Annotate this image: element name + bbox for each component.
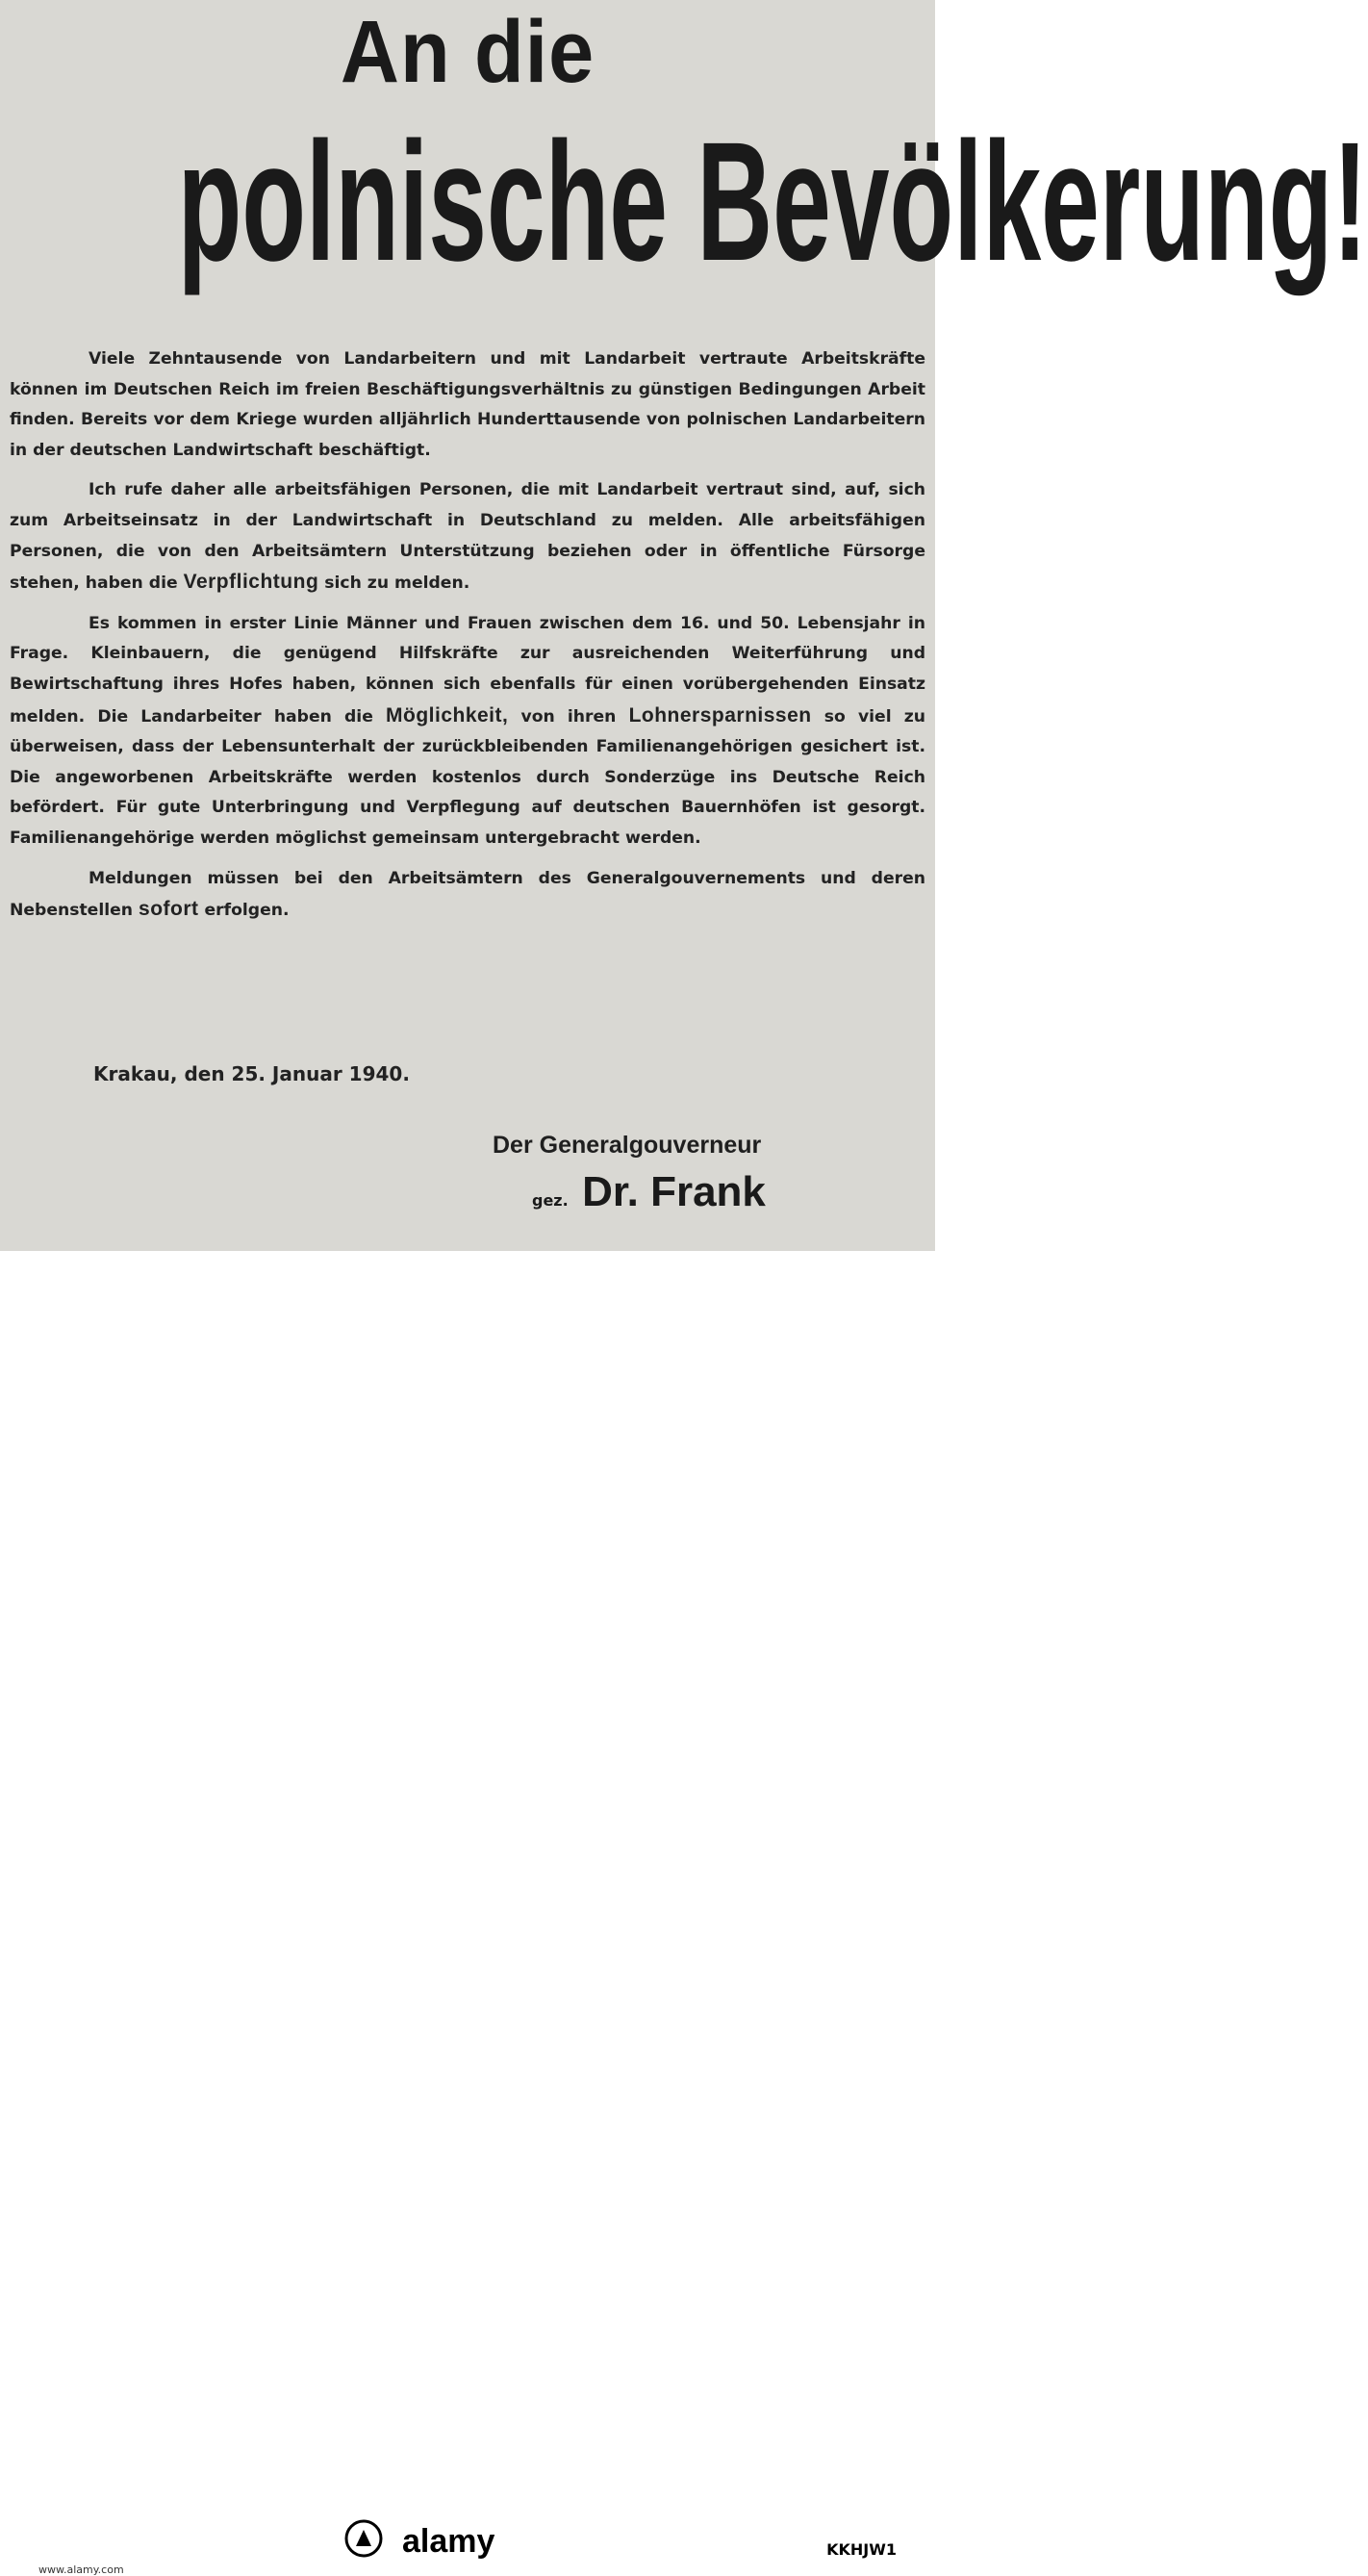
body-paragraph [10,609,925,854]
paragraph-text: sich zu melden. [318,574,470,594]
signature-office: Der Generalgouverneur [493,1132,762,1159]
body-paragraph [10,344,925,466]
signature [532,1168,766,1216]
body-paragraph [10,864,925,927]
heading-line-1: An die [340,3,595,101]
poster-body [10,344,925,927]
watermark-url: www.alamy.com [38,2563,124,2576]
alamy-logo-icon [344,2519,383,2558]
watermark-image-id: KKHJW1 [826,2540,897,2559]
heading-line-2: polnische Bevölkerung! [177,108,1368,296]
emphasized-text: sofort [139,898,199,921]
watermark-brand: alamy [402,2523,495,2560]
signature-gez: gez. [532,1191,569,1210]
emphasized-text: Möglichkeit, [386,703,509,727]
paragraph-text: Ich rufe daher alle arbeitsfähigen Personen, die mit Landarbeit vertraut sind, auf, sich zum Arbeitseinsatz in der Landwirtschaft in Deutschland zu melden. Alle arbeitsfähigen Personen, die von den Arbeitsämtern Unterstützung beziehen oder in öffentliche Fürsorge stehen, haben die [10,480,925,594]
paragraph-text: erfolgen. [198,901,290,921]
paragraph-text: Viele Zehntausende von Landarbeitern und mit Landarbeit vertraute Arbeitskräfte können im Deutschen Reich im freien Beschäftigungsverhältnis zu günstigen Bedingungen Arbeit finden. Bereits vor dem Kriege wurden alljährlich Hunderttausende von polnischen Landarbeitern in der deutschen Landwirtschaft beschäftigt. [10,349,925,460]
paragraph-text: Meldungen müssen bei den Arbeitsämtern des Generalgouvernements und deren Nebenstellen [10,868,925,921]
paragraph-text: so viel zu überweisen, dass der Lebensunterhalt der zurückbleibenden Familienangehörigen gesichert ist. Die angeworbenen Arbeitskräfte werden kostenlos durch Sonderzüge ins Deutsche Reich befördert. Für gute Unterbringung und Verpflegung auf deutschen Bauernhöfen ist gesorgt. Familienangehörige werden möglichst gemeinsam untergebracht werden. [10,706,925,848]
body-paragraph [10,475,925,599]
watermark-footer [0,1251,935,2576]
paragraph-text: von ihren [508,706,629,727]
place-date: Krakau, den 25. Januar 1940. [93,1062,410,1085]
emphasized-text: Lohnersparnissen [628,703,812,727]
paragraph-text: Es kommen in erster Linie Männer und Frauen zwischen dem 16. und 50. Lebensjahr in Frage. Kleinbauern, die genügend Hilfskräfte zur ausreichenden Weiterführung und Bewirtschaftung ihres Hofes haben, können sich ebenfalls für einen vorübergehenden Einsatz melden. Die Landarbeiter haben die [10,613,925,727]
signature-name: Dr. Frank [582,1168,766,1215]
emphasized-text: Verpflichtung [183,571,319,594]
poster [0,0,1368,1251]
